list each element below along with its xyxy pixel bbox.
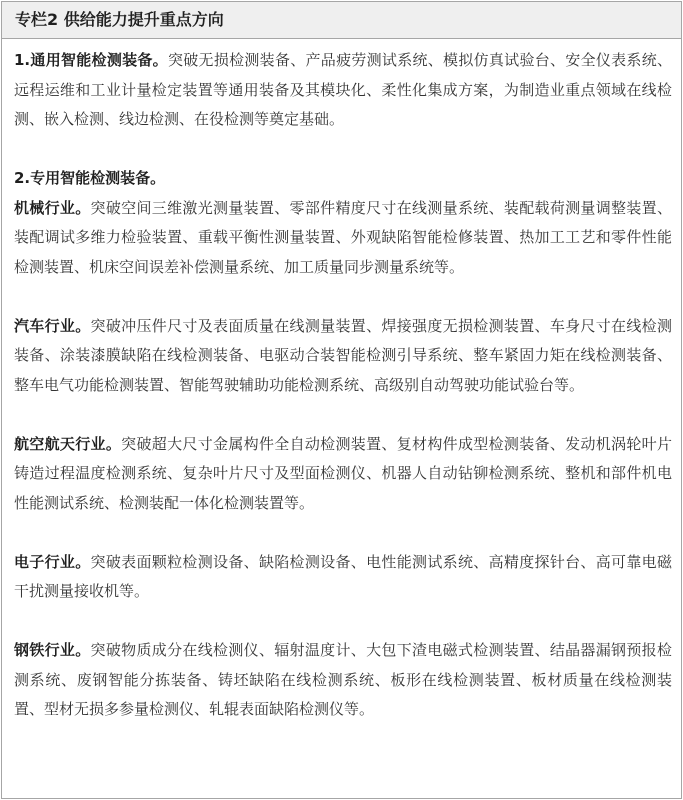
paragraph-spacer <box>14 607 672 637</box>
section-text: 突破冲压件尺寸及表面质量在线测量装置、焊接强度无损检测装置、车身尺寸在线检测装备、涂装漆膜缺陷在线检测装备、电驱动合装智能检测引导系统、整车紧固力矩在线检测装备、整车电气功能检测装置、智能驾驶辅助功能检测系统、高级别自动驾驶功能试验台等。 <box>14 316 672 394</box>
feature-box <box>1 1 682 799</box>
section-heading: 钢铁行业。 <box>14 641 91 659</box>
section-heading: 航空航天行业。 <box>14 434 122 453</box>
box-title: 专栏2 供给能力提升重点方向 <box>2 2 681 39</box>
section-heading: 机械行业。 <box>14 198 91 217</box>
box-content <box>2 39 681 725</box>
section-special-heading <box>14 164 672 194</box>
section-aerospace <box>14 430 672 519</box>
section-automotive <box>14 312 672 401</box>
section-text: 突破物质成分在线检测仪、辐射温度计、大包下渣电磁式检测装置、结晶器漏钢预报检测系统、废钢智能分拣装备、铸坯缺陷在线检测系统、板形在线检测装置、板材质量在线检测装置、型材无损多参量检测仪、轧辊表面缺陷检测仪等。 <box>14 641 672 718</box>
section-text: 突破超大尺寸金属构件全自动检测装置、复材构件成型检测装备、发动机涡轮叶片铸造过程温度检测系统、复杂叶片尺寸及型面检测仪、机器人自动钻铆检测系统、整机和部件机电性能测试系统、检测装配一体化检测装置等。 <box>14 434 672 512</box>
section-general <box>14 46 672 135</box>
section-heading: 1.通用智能检测装备。 <box>14 51 168 69</box>
paragraph-spacer <box>14 518 672 548</box>
section-heading: 电子行业。 <box>14 552 91 571</box>
section-machinery <box>14 194 672 283</box>
section-heading: 2.专用智能检测装备。 <box>14 169 166 187</box>
section-electronics <box>14 548 672 607</box>
section-text: 突破表面颗粒检测设备、缺陷检测设备、电性能测试系统、高精度探针台、高可靠电磁干扰测量接收机等。 <box>14 552 672 600</box>
section-steel <box>14 636 672 725</box>
paragraph-spacer <box>14 400 672 430</box>
section-text: 突破空间三维激光测量装置、零部件精度尺寸在线测量系统、装配载荷测量调整装置、装配调试多维力检验装置、重载平衡性测量装置、外观缺陷智能检修装置、热加工工艺和零件性能检测装置、机床空间误差补偿测量系统、加工质量同步测量系统等。 <box>14 198 672 276</box>
section-text: 突破无损检测装备、产品疲劳测试系统、模拟仿真试验台、安全仪表系统、远程运维和工业计量检定装置等通用装备及其模块化、柔性化集成方案，为制造业重点领域在线检测、嵌入检测、线边检测、在役检测等奠定基础。 <box>14 51 672 128</box>
paragraph-spacer <box>14 135 672 165</box>
section-heading: 汽车行业。 <box>14 316 91 335</box>
paragraph-spacer <box>14 282 672 312</box>
